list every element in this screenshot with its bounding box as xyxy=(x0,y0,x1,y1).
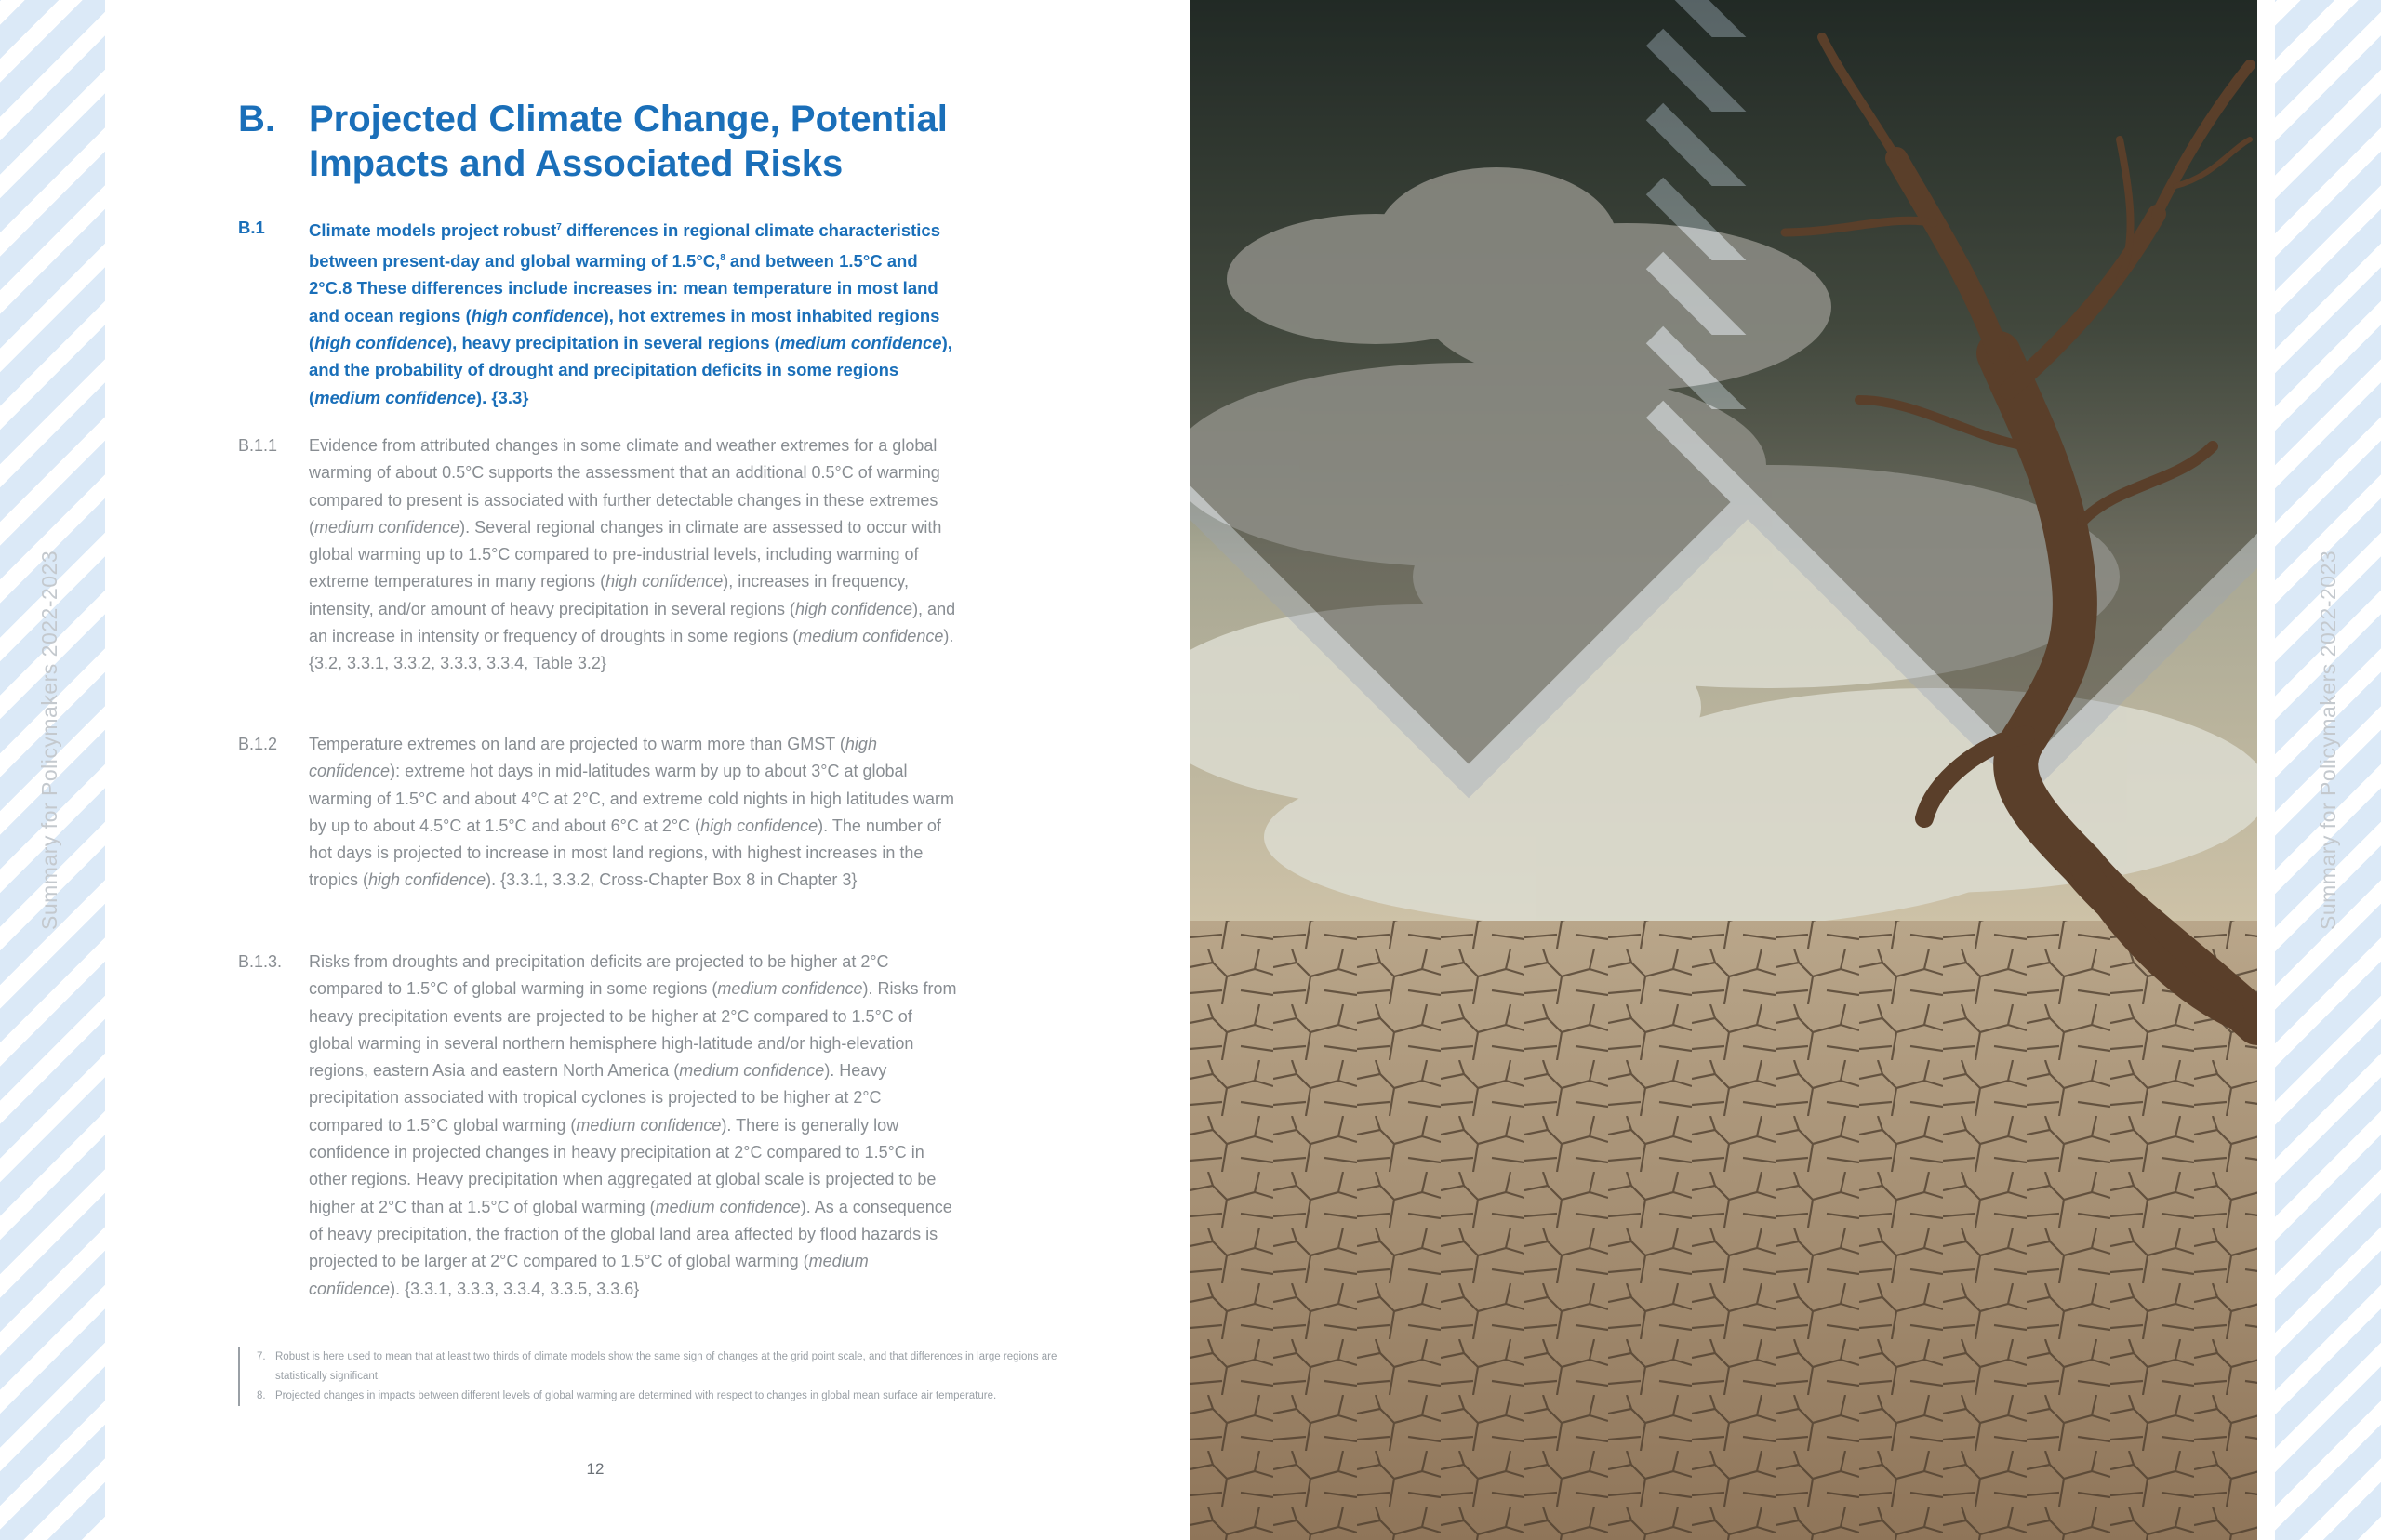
b13-number: B.1.3. xyxy=(238,952,283,971)
b11-paragraph: Evidence from attributed changes in some climate and weather extremes for a global warming of about 0.5°C supports the assessment that an additional 0.5°C of warming compared to present is associated with further detectable changes in these extremes (medium confidence). Several regional changes in climate are assessed to occur with global warming up to 1.5°C compared to pre-industrial levels, including warming of extreme temperatures in many regions (high confidence), increases in frequency, intensity, and/or amount of heavy precipitation in several regions (high confidence), and an increase in intensity or frequency of droughts in some regions (medium confidence). {3.2, 3.3.1, 3.3.2, 3.3.3, 3.3.4, Table 3.2} xyxy=(309,436,956,673)
b12-number: B.1.2 xyxy=(238,735,278,753)
b1-paragraph: Climate models project robust$^7$ differences in regional climate characteristics between present-day and global warming of 1.5°C,$^8$ and between 1.5°C and 2°C.8 These differences include increases in: mean temperature in most land and ocean regions (high confidence), hot extremes in most inhabited regions (high confidence), heavy precipitation in several regions (medium confidence), and the probability of drought and precipitation deficits in some regions (medium confidence). {3.3} xyxy=(309,220,952,407)
side-label-left: Summary for Policymakers 2022-2023 xyxy=(37,550,61,930)
b12-paragraph: Temperature extremes on land are projected to warm more than GMST (high confidence): extreme hot days in mid-latitudes warm by up to about 3°C at global warming of 1.5°C and about 4°C at 2°C, and extreme cold nights in high latitudes warm by up to about 4.5°C at 1.5°C and about 6°C at 2°C (high confidence). The number of hot days is projected to increase in most land regions, with highest increases in the tropics (high confidence). {3.3.1, 3.3.2, Cross-Chapter Box 8 in Chapter 3} xyxy=(309,735,954,890)
footnote-7: 7. Robust is here used to mean that at least two thirds of climate models show the same sign of changes at the grid point scale, and that differences in large regions are statistically significant. xyxy=(257,1351,1057,1382)
cracked-earth xyxy=(1190,921,2257,1540)
footnote-8: 8. Projected changes in impacts between different levels of global warming are determined with respect to changes in global mean surface air temperature. xyxy=(257,1390,997,1401)
photo-illustration xyxy=(1190,0,2257,1540)
section-number: B. xyxy=(238,99,275,139)
page-number: 12 xyxy=(586,1460,605,1478)
section-heading-line2: Impacts and Associated Risks xyxy=(309,143,844,184)
side-label-right: Summary for Policymakers 2022-2023 xyxy=(2316,550,2340,930)
footnote-ref-8: 8 xyxy=(720,252,725,263)
b13-paragraph: Risks from droughts and precipitation deficits are projected to be higher at 2°C compared to 1.5°C of global warming in some regions (medium confidence). Risks from heavy precipitation events are projected to be higher at 2°C compared to 1.5°C of global warming in several northern hemisphere high-latitude and/or high-elevation regions, eastern Asia and eastern North America (medium confidence). Heavy precipitation associated with tropical cyclones is projected to be higher at 2°C compared to 1.5°C global warming (medium confidence). There is generally low confidence in projected changes in heavy precipitation at 2°C compared to 1.5°C in other regions. Heavy precipitation when aggregated at global scale is projected to be higher at 2°C than at 1.5°C of global warming (medium confidence). As a consequence of heavy precipitation, the fraction of the global land area affected by flood hazards is projected to be larger at 2°C compared to 1.5°C of global warming (medium confidence). {3.3.1, 3.3.3, 3.3.4, 3.3.5, 3.3.6} xyxy=(309,952,957,1298)
photo-dead-tree-cracked-earth xyxy=(1190,0,2257,1540)
footnotes xyxy=(238,1348,1094,1406)
b11-number: B.1.1 xyxy=(238,436,278,455)
footnote-ref-7: 7 xyxy=(556,222,562,232)
section-heading xyxy=(309,97,997,186)
b1-number: B.1 xyxy=(238,218,265,237)
section-heading-line1: Projected Climate Change, Potential xyxy=(309,99,948,139)
